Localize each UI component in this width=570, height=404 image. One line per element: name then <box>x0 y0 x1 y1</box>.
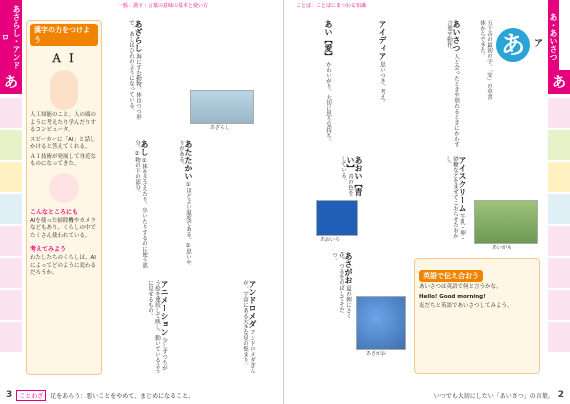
english-line-1: あいさつは英語で何と言うかな。 <box>419 284 502 290</box>
entry-body: 少しずつちがう絵を連続して映し、動いているように見せるもの。 <box>147 280 167 374</box>
right-page <box>286 0 570 404</box>
entry-atatakai <box>152 140 192 270</box>
entry-body: ①ほどよい温度である。②思いやりがある。 <box>178 140 191 266</box>
left-header: 一般：漢字・言葉の意味の基本と使い方 <box>118 3 209 9</box>
duck-caption: あいがも <box>492 245 513 251</box>
right-header: ことば：ことばにまつわる知識 <box>296 3 367 9</box>
morning-glory-photo <box>356 296 406 350</box>
ai-section3-title: 考えてみよう <box>30 246 67 253</box>
seal-caption: あざらし <box>210 125 231 131</box>
entry-body: 青の色をしている。 <box>340 156 353 196</box>
footer-label: ことわざ <box>16 390 46 401</box>
entry-head: あいさつ <box>452 20 461 52</box>
ai-section3-line: わたしたちのくらしは、AIによってどのように変わるだろうか。 <box>30 255 97 276</box>
right-index-tab[interactable] <box>548 0 570 380</box>
entry-idea <box>336 20 386 150</box>
robot-illustration-icon <box>50 70 78 110</box>
duck-photo <box>474 200 538 244</box>
entry-andromeda <box>178 280 256 375</box>
entry-body: かわいがり、大切に思う気持ち。 <box>325 61 331 145</box>
entry-body: アンドロメダぎんが。宇宙にある大きな星の集まり。 <box>242 280 255 374</box>
entry-aoi <box>292 156 362 196</box>
ai-line-2: スピーカーに「AI」と話しかけると答えてくれる。 <box>30 136 96 150</box>
left-footer-text: 足をあらう：悪いことをやめて、まじめになること。 <box>50 392 195 400</box>
entry-body: 思いつき。考え。 <box>379 61 385 106</box>
ai-feature-panel <box>26 20 102 375</box>
left-page <box>0 0 284 404</box>
left-footer <box>0 386 283 404</box>
ai-section2-title: こんなところにも <box>30 208 79 216</box>
english-line-3: 友だちと英語であいさつしてみよう。 <box>419 303 513 309</box>
big-character: あ <box>496 28 530 62</box>
entry-head: アイスクリーム <box>458 156 467 212</box>
entry-body: 牛乳・卵・砂糖などをまぜてこおらせたおかし。 <box>445 156 465 242</box>
entry-aisatsu <box>390 20 460 150</box>
entry-body: ①体をささえたり、歩いたりするのに使う部分。②物の下の部分。 <box>134 140 147 269</box>
right-tab-kana: あ <box>548 70 570 94</box>
left-tab-range: あさらし・アンドロ <box>0 0 22 70</box>
morning-glory-caption: あさがお <box>366 351 387 357</box>
entry-body: 人と会ったときや別れるときにかわす言葉や動作。 <box>446 20 459 148</box>
right-tab-range: あ・あいさつ <box>548 0 559 70</box>
seal-photo <box>190 90 254 124</box>
entry-animation <box>108 280 168 375</box>
entry-head: アイディア <box>378 20 387 60</box>
entry-head: あたたかい <box>184 140 193 180</box>
english-panel <box>414 258 540 374</box>
english-panel-title: 英語で伝え合おう <box>419 270 483 282</box>
entry-head: あし <box>140 140 149 156</box>
entry-head: あざらし <box>134 20 143 52</box>
ai-panel-title: 漢字の力をつけよう <box>30 24 98 46</box>
intro-text: 五十音の最初の字。「安」の草書体からできた。 <box>479 20 492 100</box>
right-footer-text: いつでも大切にしたい「あいさつ」の言葉。 <box>433 392 554 400</box>
entry-asagao <box>292 252 352 322</box>
entry-head: あさがお <box>344 252 353 284</box>
entry-icecream <box>386 156 466 246</box>
ai-line-3: ＡＩ技術が発展して身近なものになってきた。 <box>30 153 97 167</box>
right-tab-color-rows <box>548 98 570 352</box>
entry-body: 夏の朝にさく花。つるをのばしてそだつ。 <box>331 252 351 319</box>
blue-caption: あおいろ <box>320 237 341 243</box>
left-index-tab[interactable] <box>0 0 22 380</box>
right-footer <box>286 386 570 404</box>
child-illustration-icon <box>49 173 79 203</box>
left-tab-color-rows <box>0 98 22 352</box>
entry-head: あおい【青い】 <box>346 156 363 196</box>
left-page-number: 3 <box>6 390 13 400</box>
english-line-2: Hello! Good morning! <box>419 293 486 300</box>
right-page-number: 2 <box>557 390 564 400</box>
entry-body: 海にすむ動物。体はつつ形で、あしはひれのようになっている。 <box>128 20 141 120</box>
entry-head: アニメーション <box>160 280 169 336</box>
blue-swatch <box>316 200 358 236</box>
left-tab-kana: あ <box>0 70 22 94</box>
entry-azarashi <box>108 20 142 120</box>
entry-head: アンドロメダ <box>248 280 257 328</box>
entry-ai-love <box>292 20 332 150</box>
ai-line-1: 人工知能のこと。人の頭のように考えたり学んだりするコンピュータ。 <box>30 112 97 133</box>
ai-section2-line: AIを使った掃除機やカメラなどもあり、くらしの中でたくさん使われている。 <box>30 217 97 239</box>
ai-headword: Ａ Ｉ <box>51 52 77 65</box>
entry-head: あい【愛】 <box>324 20 333 60</box>
big-character-katakana: ア <box>534 39 544 49</box>
entry-ashi <box>108 140 148 270</box>
